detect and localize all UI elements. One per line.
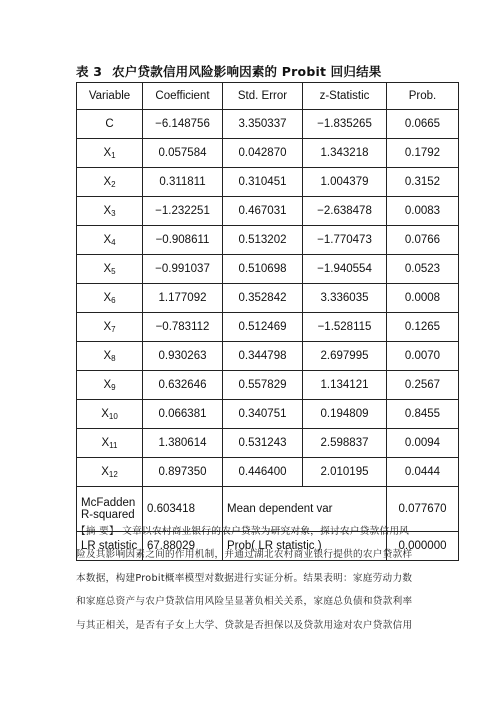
std-error-cell: 3.350337 — [223, 110, 303, 139]
stat-label-line: R-squared — [81, 509, 135, 521]
z-statistic-cell: −2.638478 — [303, 197, 387, 226]
abstract-line: 险及其影响因素之间的作用机制，并通过湖北农村商业银行提供的农户贷款样 — [76, 549, 413, 561]
variable-subscript: 1 — [111, 150, 116, 160]
coefficient-cell: 0.057584 — [143, 139, 223, 168]
coefficient-cell: 1.380614 — [143, 429, 223, 458]
table-row — [77, 429, 459, 458]
z-statistic-cell: 1.343218 — [303, 139, 387, 168]
variable-name: X — [101, 465, 109, 478]
z-statistic-cell: 0.194809 — [303, 400, 387, 429]
std-error-cell: 0.446400 — [223, 458, 303, 487]
table-row — [77, 284, 459, 313]
table-caption — [76, 62, 456, 80]
prob-cell: 0.2567 — [387, 371, 459, 400]
std-error-cell: 0.042870 — [223, 139, 303, 168]
prob-cell: 0.1792 — [387, 139, 459, 168]
variable-subscript: 3 — [111, 208, 116, 218]
variable-subscript: 9 — [111, 382, 116, 392]
regression-table — [76, 82, 459, 561]
stat-value-2: 0.000000 — [387, 532, 459, 561]
stat-label-line: McFadden — [81, 497, 136, 509]
var-cell — [77, 400, 143, 429]
table-row — [77, 197, 459, 226]
std-error-cell: 0.510698 — [223, 255, 303, 284]
coefficient-cell: 0.930263 — [143, 342, 223, 371]
var-cell — [77, 371, 143, 400]
z-statistic-cell: −1.770473 — [303, 226, 387, 255]
prob-cell: 0.0083 — [387, 197, 459, 226]
std-error-cell: 0.557829 — [223, 371, 303, 400]
coefficient-cell: 0.066381 — [143, 400, 223, 429]
table-row — [77, 255, 459, 284]
table-row — [77, 342, 459, 371]
prob-cell: 0.0070 — [387, 342, 459, 371]
std-error-cell: 0.531243 — [223, 429, 303, 458]
std-error-cell: 0.467031 — [223, 197, 303, 226]
variable-name: X — [101, 436, 110, 449]
table-row — [77, 313, 459, 342]
table-row — [77, 226, 459, 255]
var-cell — [77, 139, 143, 168]
coefficient-cell: 0.632646 — [143, 371, 223, 400]
var-cell — [77, 110, 143, 139]
variable-name: X — [103, 175, 112, 188]
prob-cell: 0.0523 — [387, 255, 459, 284]
var-cell — [77, 168, 143, 197]
z-statistic-cell: 3.336035 — [303, 284, 387, 313]
variable-subscript: 4 — [111, 237, 116, 247]
stat-value: 0.603418 — [143, 487, 223, 532]
table-row — [77, 458, 459, 487]
abstract-line: 和家庭总资产与农户贷款信用风险呈显著负相关关系，家庭总负债和贷款利率 — [76, 596, 413, 608]
table-row — [77, 371, 459, 400]
variable-name: X — [103, 320, 112, 333]
header-variable: Variable — [77, 83, 143, 110]
stat-label-2: Prob( LR statistic ) — [223, 532, 387, 561]
z-statistic-cell: −1.940554 — [303, 255, 387, 284]
variable-subscript: 10 — [108, 411, 118, 421]
variable-name: X — [103, 204, 112, 217]
var-cell — [77, 226, 143, 255]
variable-name: C — [105, 118, 114, 130]
table-header-row — [77, 83, 459, 110]
table-row — [77, 110, 459, 139]
var-cell — [77, 313, 143, 342]
variable-name: X — [103, 233, 112, 246]
z-statistic-cell: −1.835265 — [303, 110, 387, 139]
std-error-cell: 0.513202 — [223, 226, 303, 255]
coefficient-cell: −0.783112 — [143, 313, 223, 342]
prob-cell: 0.0766 — [387, 226, 459, 255]
variable-subscript: 2 — [111, 179, 116, 189]
var-cell — [77, 255, 143, 284]
z-statistic-cell: −1.528115 — [303, 313, 387, 342]
variable-subscript: 11 — [109, 440, 118, 450]
table-row — [77, 168, 459, 197]
table-title-text: 农户贷款信用风险影响因素的 Probit 回归结果 — [112, 64, 382, 79]
prob-cell: 0.0008 — [387, 284, 459, 313]
variable-subscript: 8 — [111, 353, 116, 363]
variable-name: X — [103, 378, 112, 391]
variable-name: X — [101, 407, 109, 420]
prob-cell: 0.0665 — [387, 110, 459, 139]
variable-name: X — [103, 146, 112, 159]
coefficient-cell: −1.232251 — [143, 197, 223, 226]
std-error-cell: 0.310451 — [223, 168, 303, 197]
var-cell — [77, 429, 143, 458]
stat-label-line: LR statistic — [81, 540, 138, 552]
coefficient-cell: −6.148756 — [143, 110, 223, 139]
prob-cell: 0.3152 — [387, 168, 459, 197]
coefficient-cell: −0.991037 — [143, 255, 223, 284]
prob-cell: 0.0444 — [387, 458, 459, 487]
prob-cell: 0.8455 — [387, 400, 459, 429]
abstract-line: 与其正相关，是否有子女上大学、贷款是否担保以及贷款用途对农户贷款信用 — [76, 619, 413, 631]
var-cell — [77, 284, 143, 313]
std-error-cell: 0.512469 — [223, 313, 303, 342]
std-error-cell: 0.340751 — [223, 400, 303, 429]
z-statistic-cell: 1.004379 — [303, 168, 387, 197]
coefficient-cell: 0.311811 — [143, 168, 223, 197]
header-z-statistic: z-Statistic — [303, 83, 387, 110]
coefficient-cell: 0.897350 — [143, 458, 223, 487]
prob-cell: 0.1265 — [387, 313, 459, 342]
std-error-cell: 0.352842 — [223, 284, 303, 313]
abstract — [76, 520, 426, 637]
table-number: 表 3 — [76, 64, 103, 79]
header-std-error: Std. Error — [223, 83, 303, 110]
variable-subscript: 7 — [111, 324, 116, 334]
var-cell — [77, 458, 143, 487]
prob-cell: 0.0094 — [387, 429, 459, 458]
std-error-cell: 0.344798 — [223, 342, 303, 371]
z-statistic-cell: 2.697995 — [303, 342, 387, 371]
header-coefficient: Coefficient — [143, 83, 223, 110]
stat-value: 67.88029 — [143, 532, 223, 561]
stat-label-2: Mean dependent var — [223, 487, 387, 532]
stat-value-2: 0.077670 — [387, 487, 459, 532]
coefficient-cell: 1.177092 — [143, 284, 223, 313]
variable-name: X — [103, 349, 112, 362]
variable-subscript: 5 — [111, 266, 116, 276]
var-cell — [77, 342, 143, 371]
coefficient-cell: −0.908611 — [143, 226, 223, 255]
z-statistic-cell: 1.134121 — [303, 371, 387, 400]
variable-name: X — [103, 262, 112, 275]
table-row — [77, 139, 459, 168]
z-statistic-cell: 2.010195 — [303, 458, 387, 487]
table-row — [77, 400, 459, 429]
abstract-line: 本数据，构建Probit概率模型对数据进行实证分析。结果表明：家庭劳动力数 — [76, 572, 413, 584]
variable-subscript: 6 — [111, 295, 116, 305]
var-cell — [77, 197, 143, 226]
abstract-line: 【摘 要】 文章以农村商业银行的农户贷款为研究对象，探讨农户贷款信用风 — [76, 526, 410, 537]
z-statistic-cell: 2.598837 — [303, 429, 387, 458]
variable-name: X — [103, 291, 112, 304]
variable-subscript: 12 — [108, 469, 118, 479]
header-prob: Prob. — [387, 83, 459, 110]
